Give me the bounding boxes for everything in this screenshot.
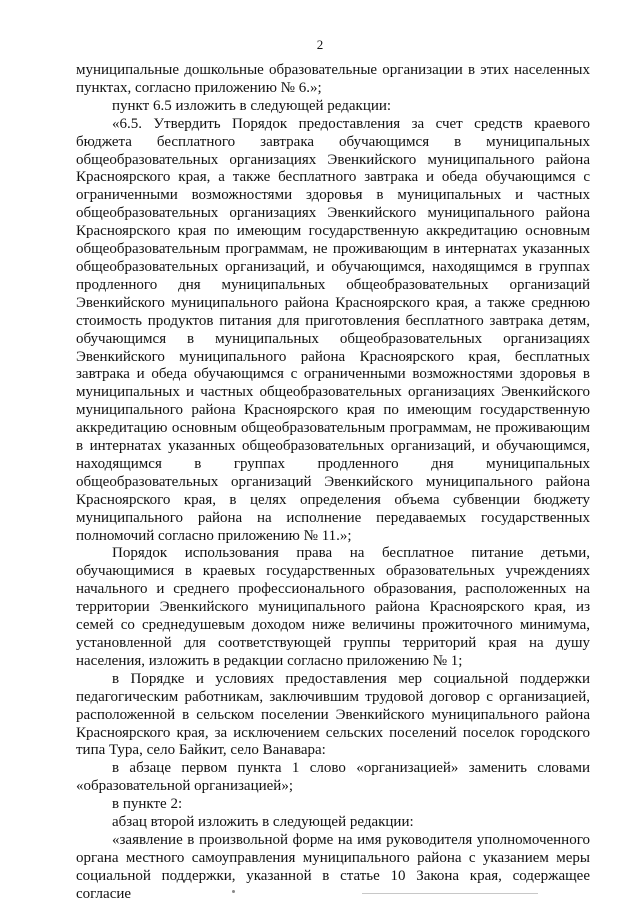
paragraph-free-meals-order: Порядок использования права на бесплатное питание детьми, обучающимися в краевых государственных образовательных учреждениях начального и среднего профессионального образования, расположенных на территории Эвенкийского муниципального района Красноярского края, из семей со среднедушевым доходом ниже величины прожиточного минимума, установленной для соответствующей группы территорий края на душу населения, изложить в редакции согласно приложению № 1; <box>76 545 590 669</box>
paragraph-item-6-5: «6.5. Утвердить Порядок предоставления за счет средств краевого бюджета бесплатного завтрака обучающимся в муниципальных общеобразовательных организациях Эвенкийского муниципального района Красноярского края, а также бесплатного завтрака и обеда обучающимся с ограниченными возможностями здоровья в муниципальных и частных общеобразовательных организациях Эвенкийского муниципального района Красноярского края по имеющим государственную аккредитацию основным общеобразовательным программам, не проживающим в интернатах указанных общеобразовательных организаций, и обучающимся, находящимся в группах продленного дня муниципальных общеобразовательных организаций Эвенкийского муниципального района Красноярского края, а также среднюю стоимость продуктов питания для приготовления бесплатного завтрака детям, обучающимся в муниципальных общеобразовательных организациях Эвенкийского муниципального района Красноярского края, бесплатных завтрака и обеда обучающимся с ограниченными возможностями здоровья в муниципальных и частных общеобразовательных организациях Эвенкийского муниципального района Красноярского края по имеющим государственную аккредитацию основным общеобразовательным программам, не проживающим в интернатах указанных общеобразовательных организаций, и обучающимся, находящимся в группах продленного дня муниципальных общеобразовательных организаций Эвенкийского муниципального района Красноярского края, в целях определения объема субвенции бюджету муниципального района на исполнение передаваемых государственных полномочий согласно приложению № 11.»; <box>76 115 590 544</box>
paragraph-item-6-5-intro: пункт 6.5 изложить в следующей редакции: <box>112 97 392 114</box>
paragraph-application-text: «заявление в произвольной форме на имя руководителя уполномоченного органа местного самоуправления муниципального района с указанием меры социальной поддержки, указанной в статье 10 Закона края, содержащее согласие <box>76 831 590 902</box>
scan-speck <box>232 890 235 893</box>
paragraph-item-2: в пункте 2: <box>112 796 183 813</box>
document-body <box>76 62 590 904</box>
paragraph-continuation: муниципальные дошкольные образовательные организации в этих населенных пунктах, согласно приложению № 6.»; <box>76 62 590 96</box>
paragraph-social-support-order: в Порядке и условиях предоставления мер социальной поддержки педагогическим работникам, заключившим трудовой договор с организацией, расположенной в сельском поселении Эвенкийского муниципального района Красноярского края, за исключением сельских поселений поселок городского типа Тура, село Байкит, село Ванавара: <box>76 670 590 759</box>
page-number: 2 <box>316 37 324 52</box>
paragraph-second-subparagraph: абзац второй изложить в следующей редакции: <box>112 814 414 831</box>
paragraph-item-1-amendment: в абзаце первом пункта 1 слово «организацией» заменить словами «образовательной организацией»; <box>76 760 590 795</box>
bottom-rule <box>362 893 538 894</box>
